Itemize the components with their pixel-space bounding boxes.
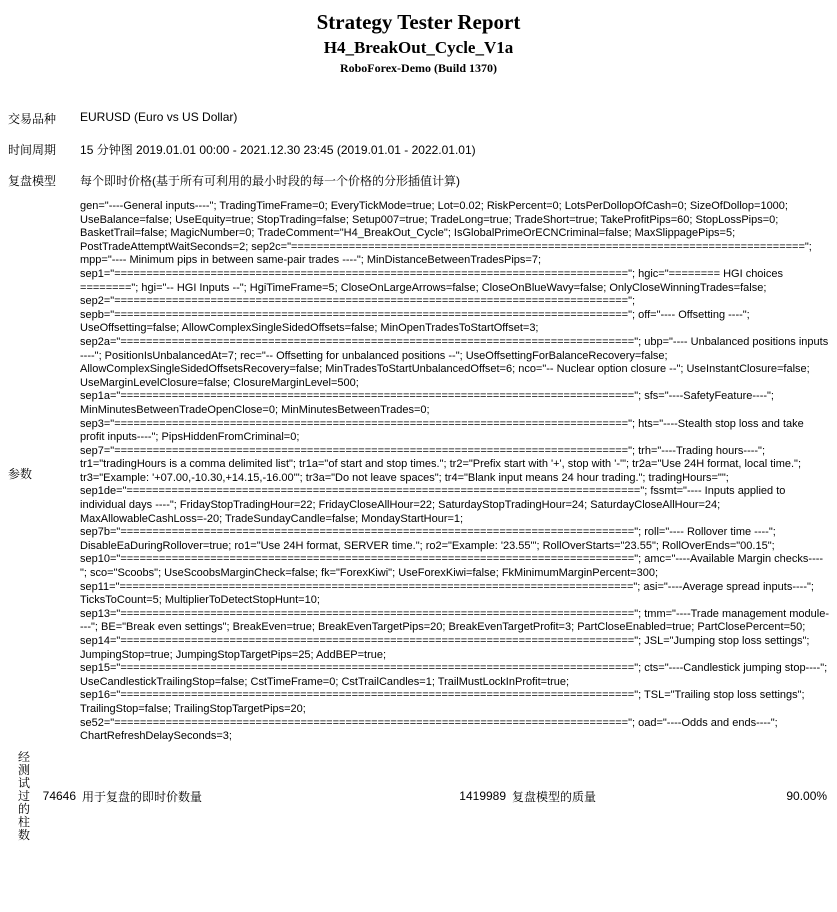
modelling-quality-label: 复盘模型的质量 [512,789,597,804]
symbol-label: 交易品种 [8,112,57,126]
ticks-modelled-label: 用于复盘的即时价数量 [82,789,203,804]
model-label: 复盘模型 [8,174,57,188]
period-label: 时间周期 [8,143,57,157]
model-value: 每个即时价格(基于所有可利用的最小时段的每一个价格的分形插值计算) [80,174,461,188]
ticks-modelled-value: 1419989 [459,789,507,804]
report-table [8,103,829,842]
symbol-value: EURUSD (Euro vs US Dollar) [80,110,238,124]
model-row [8,165,829,196]
report-title: Strategy Tester Report [316,10,521,34]
stats-row [8,751,829,842]
report-header [8,10,829,76]
server-build: RoboForex-Demo (Build 1370) [339,61,498,75]
ea-name: H4_BreakOut_Cycle_V1a [323,38,514,57]
period-value: 15 分钟图 2019.01.01 00:00 - 2021.12.30 23:45 (2019.01.01 - 2022.01.01) [80,143,476,157]
symbol-row [8,103,829,134]
bars-in-test-value: 74646 [42,789,77,804]
bars-in-test-label: 经测试过的柱数 [18,749,31,842]
modelling-quality-value: 90.00% [786,789,828,804]
parameters-text: gen="----General inputs----"; TradingTimeFrame=0; EveryTickMode=true; Lot=0.02; RiskPercent=0; LotsPerDollopOfCash=0; SizeOfDollop=1000; UseBalance=false; UseEquity=true; StopTrading=false; Setup007=true; TradeLong=true; TradeShort=true; TakeProfitPips=60; StopLossPips=0; BasketTrail=false; MagicNumber=0; TradeComment="H4_BreakOut_Cycle"; IsGlobalPrimeOrECNCriminal=false; MaxSlippagePips=5; PostTradeAttemptWaitSeconds=2; sep2c="================================================================================"; mpp="---- Minimum pips in between same-pair trades ----"; MinDistanceBetweenTradesPips=7; sep1="================================================================================"; hgic="======== HGI choices ========"; hgi="-- HGI Inputs --"; HgiTimeFrame=5; CloseOnLargeArrows=false; CloseOnBlueWavy=false; OnlyCloseWinningTrades=false; sep2="================================================================================"; sepb="================================================================================"; off="---- Offsetting ----"; UseOffsetting=false; AllowComplexSingleSidedOffsets=false; MinOpenTradesToStartOffset=3; sep2a="================================================================================"; ubp="---- Unbalanced positions inputs ----"; PositionIsUnbalancedAt=7; rec="-- Offsetting for unbalanced positions --"; UseOffsettingForBalanceRecovery=false; AllowComplexSingleSidedOffsetsRecovery=false; MinTradesToStartUnbalancedOffset=6; nco="-- Nuclear option closure --"; UseInstantClosure=false; UseMarginLevelClosure=false; ClosureMarginLevel=500; sep1a="================================================================================"; sfs="----SafetyFeature----"; MinMinutesBetweenTradeOpenClose=0; MinMinutesBetweenTrades=0; sep3="================================================================================"; hts="----Stealth stop loss and take profit inputs----"; PipsHiddenFromCriminal=0; sep7="================================================================================"; trh="----Trading hours----"; tr1="tradingHours is a comma delimited list"; tr1a="of start and stop times."; tr2="Prefix start with '+', stop with '-'"; tr2a="Use 24H format, local time."; tr3="Example: '+07.00,-10.30,+14.15,-16.00'"; tr3a="Do not leave spaces"; tr4="Blank input means 24 hour trading."; tradingHours=""; sep1de="================================================================================"; fssmt="---- Inputs applied to individual days ----"; FridayStopTradingHour=22; FridayCloseAllHour=22; SaturdayStopTradingHour=24; SaturdayCloseAllHour=24; MaxAllowableCashLoss=-20; TradeSundayCandle=false; MondayStartHour=1; sep7b="================================================================================"; roll="---- Rollover time ----"; DisableEaDuringRollover=true; ro1="Use 24H format, SERVER time."; ro2="Example: '23.55'"; RollOverStarts="23.55"; RollOverEnds="00.15"; sep10="================================================================================"; amc="----Available Margin checks----"; sco="Scoobs"; UseScoobsMarginCheck=false; fk="ForexKiwi"; UseForexKiwi=false; FkMinimumMarginPercent=300; sep11="================================================================================"; asi="----Average spread inputs----"; TicksToCount=5; MultiplierToDetectStopHunt=10; sep13="================================================================================"; tmm="----Trade management module----"; BE="Break even settings"; BreakEven=true; BreakEvenTargetPips=20; BreakEvenTargetProfit=3; PartCloseEnabled=true; PartClosePercent=50; sep14="================================================================================"; JSL="Jumping stop loss settings"; JumpingStop=true; JumpingStopTargetPips=25; AddBEP=true; sep15="================================================================================"; cts="----Candlestick jumping stop----"; UseCandlestickTrailingStop=false; CstTimeFrame=0; CstTrailCandles=1; TrailMustLockInProfit=true; sep16="================================================================================"; TSL="Trailing stop loss settings"; TrailingStop=false; TrailingStopTargetPips=20; se52="================================================================================"; oad="----Odds and ends----"; ChartRefreshDelaySeconds=3; [80,200,829,743]
parameters-row [8,196,829,751]
period-row [8,134,829,165]
parameters-label: 参数 [8,466,33,481]
